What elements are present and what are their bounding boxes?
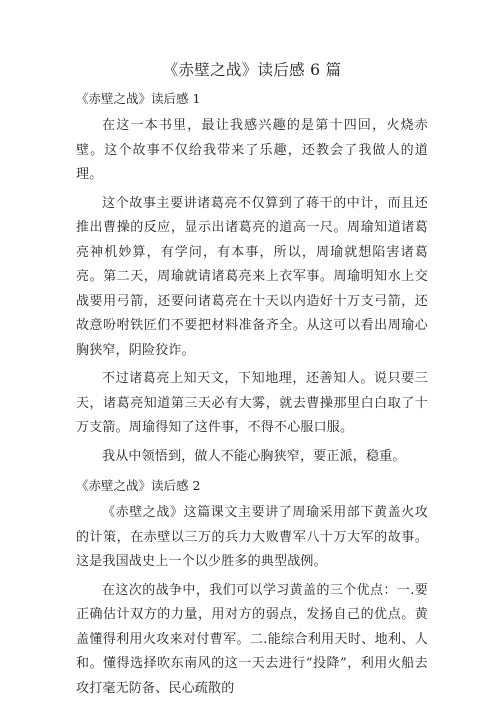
paragraph: 我从中领悟到，做人不能心胸狭窄，要正派，稳重。 [102, 448, 406, 464]
essay-section-1 [76, 88, 428, 469]
paragraph: 在这次的战争中，我们可以学习黄盖的三个优点：一.要正确估计双方的力量，用对方的弱点，发扬自己的优点。黄盖懂得利用火攻来对付曹军。二.能综合利用天时、地利、人和。懂得选择吹东南风的这一天去进行“投降”，利用火船去攻打毫无防备、民心疏散的 [76, 582, 428, 696]
section-heading: 《赤壁之战》读后感 2 [76, 478, 201, 493]
section-heading: 《赤壁之战》读后感 1 [76, 91, 201, 106]
paragraph: 这个故事主要讲诸葛亮不仅算到了蒋干的中计，而且还推出曹操的反应，显示出诸葛亮的道高一尺。周瑜知道诸葛亮神机妙算，有学问，有本事，所以，周瑜就想陷害诸葛亮。第二天，周瑜就请诸葛亮来上衣军事。周瑜明知水上交战要用弓箭，还要问诸葛亮在十天以内造好十万支弓箭，还故意吩咐铁匠们不要把材料准备齐全。从这可以看出周瑜心胸狭窄，阴险狡诈。 [76, 195, 428, 358]
paragraph: 不过诸葛亮上知天文，下知地理，还善知人。说只要三天，诸葛亮知道第三天必有大雾，就去曹操那里白白取了十万支箭。周瑜得知了这件事，不得不心服口服。 [76, 371, 428, 435]
paragraph: 《赤壁之战》这篇课文主要讲了周瑜采用部下黄盖火攻的计策，在赤壁以三万的兵力大败曹军八十万大军的故事。这是我国战史上一个以少胜多的典型战例。 [76, 505, 428, 569]
document-title: 《赤壁之战》读后感 6 篇 [162, 61, 342, 79]
paragraph: 在这一本书里，最让我感兴趣的是第十四回，火烧赤壁。这个故事不仅给我带来了乐趣，还教会了我做人的道理。 [76, 118, 428, 182]
essay-section-2 [76, 475, 428, 701]
